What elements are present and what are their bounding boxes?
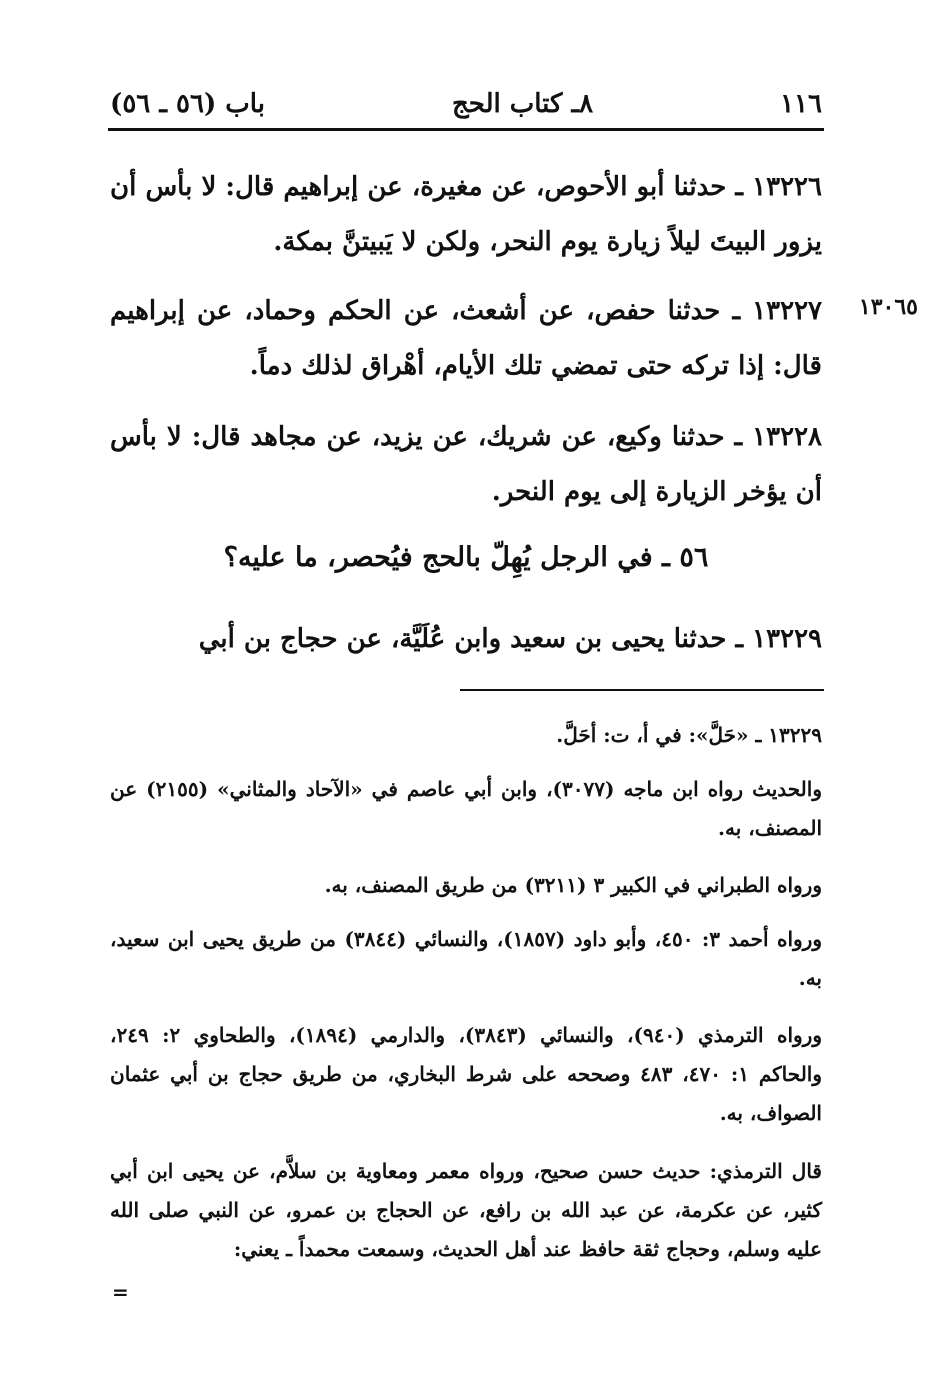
hadith-number: ١٣٢٢٨: [752, 422, 822, 452]
hadith-paragraph: [110, 612, 822, 667]
footnote: ورواه الترمذي (٩٤٠)، والنسائي (٣٨٤٣)، والدارمي (١٨٩٤)، والطحاوي ٢: ٢٤٩، والحاكم ١: ٤٧٠، ٤٨٣ وصححه على شرط البخاري، من طريق حجاج بن أبي عثمان الصواف، به.: [110, 1023, 822, 1125]
hadith-number: ١٣٢٢٧: [752, 296, 822, 326]
footnote-separator: [460, 689, 824, 691]
footnote: ورواه الطبراني في الكبير ٣ (٣٢١١) من طريق المصنف، به.: [324, 873, 822, 897]
hadith-text: ـ حدثنا وكيع، عن شريك، عن يزيد، عن مجاهد قال: لا بأس أن يؤخر الزيارة إلى يوم النحر.: [110, 422, 822, 507]
running-header: [110, 84, 822, 124]
page-number: ١١٦: [780, 89, 822, 119]
book-title: ٨ـ كتاب الحج: [452, 89, 594, 119]
chapter-range: باب (٥٦ ـ ٥٦): [110, 89, 265, 119]
hadith-number: ١٣٢٢٦: [752, 172, 822, 202]
hadith-text: ـ حدثنا يحيى بن سعيد وابن عُلَيَّة، عن حجاج بن أبي: [198, 624, 744, 654]
footnote: قال الترمذي: حديث حسن صحيح، ورواه معمر ومعاوية بن سلاَّم، عن يحيى ابن أبي كثير، عن عكرمة، عن عبد الله بن رافع، عن الحجاج بن عمرو، عن النبي صلى الله عليه وسلم، وحجاج ثقة حافظ عند أهل الحديث، وسمعت محمداً ـ يعني:: [110, 1159, 822, 1261]
continuation-mark: =: [112, 1280, 129, 1304]
hadith-text: ـ حدثنا حفص، عن أشعث، عن الحكم وحماد، عن إبراهيم قال: إذا تركه حتى تمضي تلك الأيام، أهْراق لذلك دماً.: [110, 296, 822, 381]
footnote: ورواه أحمد ٣: ٤٥٠، وأبو داود (١٨٥٧)، والنسائي (٣٨٤٤) من طريق يحيى ابن سعيد، به.: [110, 927, 822, 990]
hadith-paragraph: [110, 160, 822, 270]
hadith-text: ـ حدثنا أبو الأحوص، عن مغيرة، عن إبراهيم قال: لا بأس أن يزور البيتَ ليلاً زيارة يوم النحر، ولكن لا يَبيتنَّ بمكة.: [110, 172, 822, 257]
hadith-number: ١٣٢٢٩: [752, 624, 822, 654]
hadith-paragraph: [110, 284, 822, 394]
section-heading: ٥٦ ـ في الرجل يُهِلّ بالحج فيُحصر، ما عليه؟: [223, 542, 709, 573]
margin-reference: ١٣٠٦٥: [858, 294, 918, 320]
hadith-paragraph: [110, 410, 822, 520]
footnote: والحديث رواه ابن ماجه (٣٠٧٧)، وابن أبي عاصم في «الآحاد والمثاني» (٢١٥٥) عن المصنف، به.: [110, 777, 822, 840]
header-rule: [108, 128, 824, 131]
footnote: ١٣٢٢٩ ـ «حَلَّ»: في أ، ت: أحَلَّ.: [556, 723, 822, 747]
